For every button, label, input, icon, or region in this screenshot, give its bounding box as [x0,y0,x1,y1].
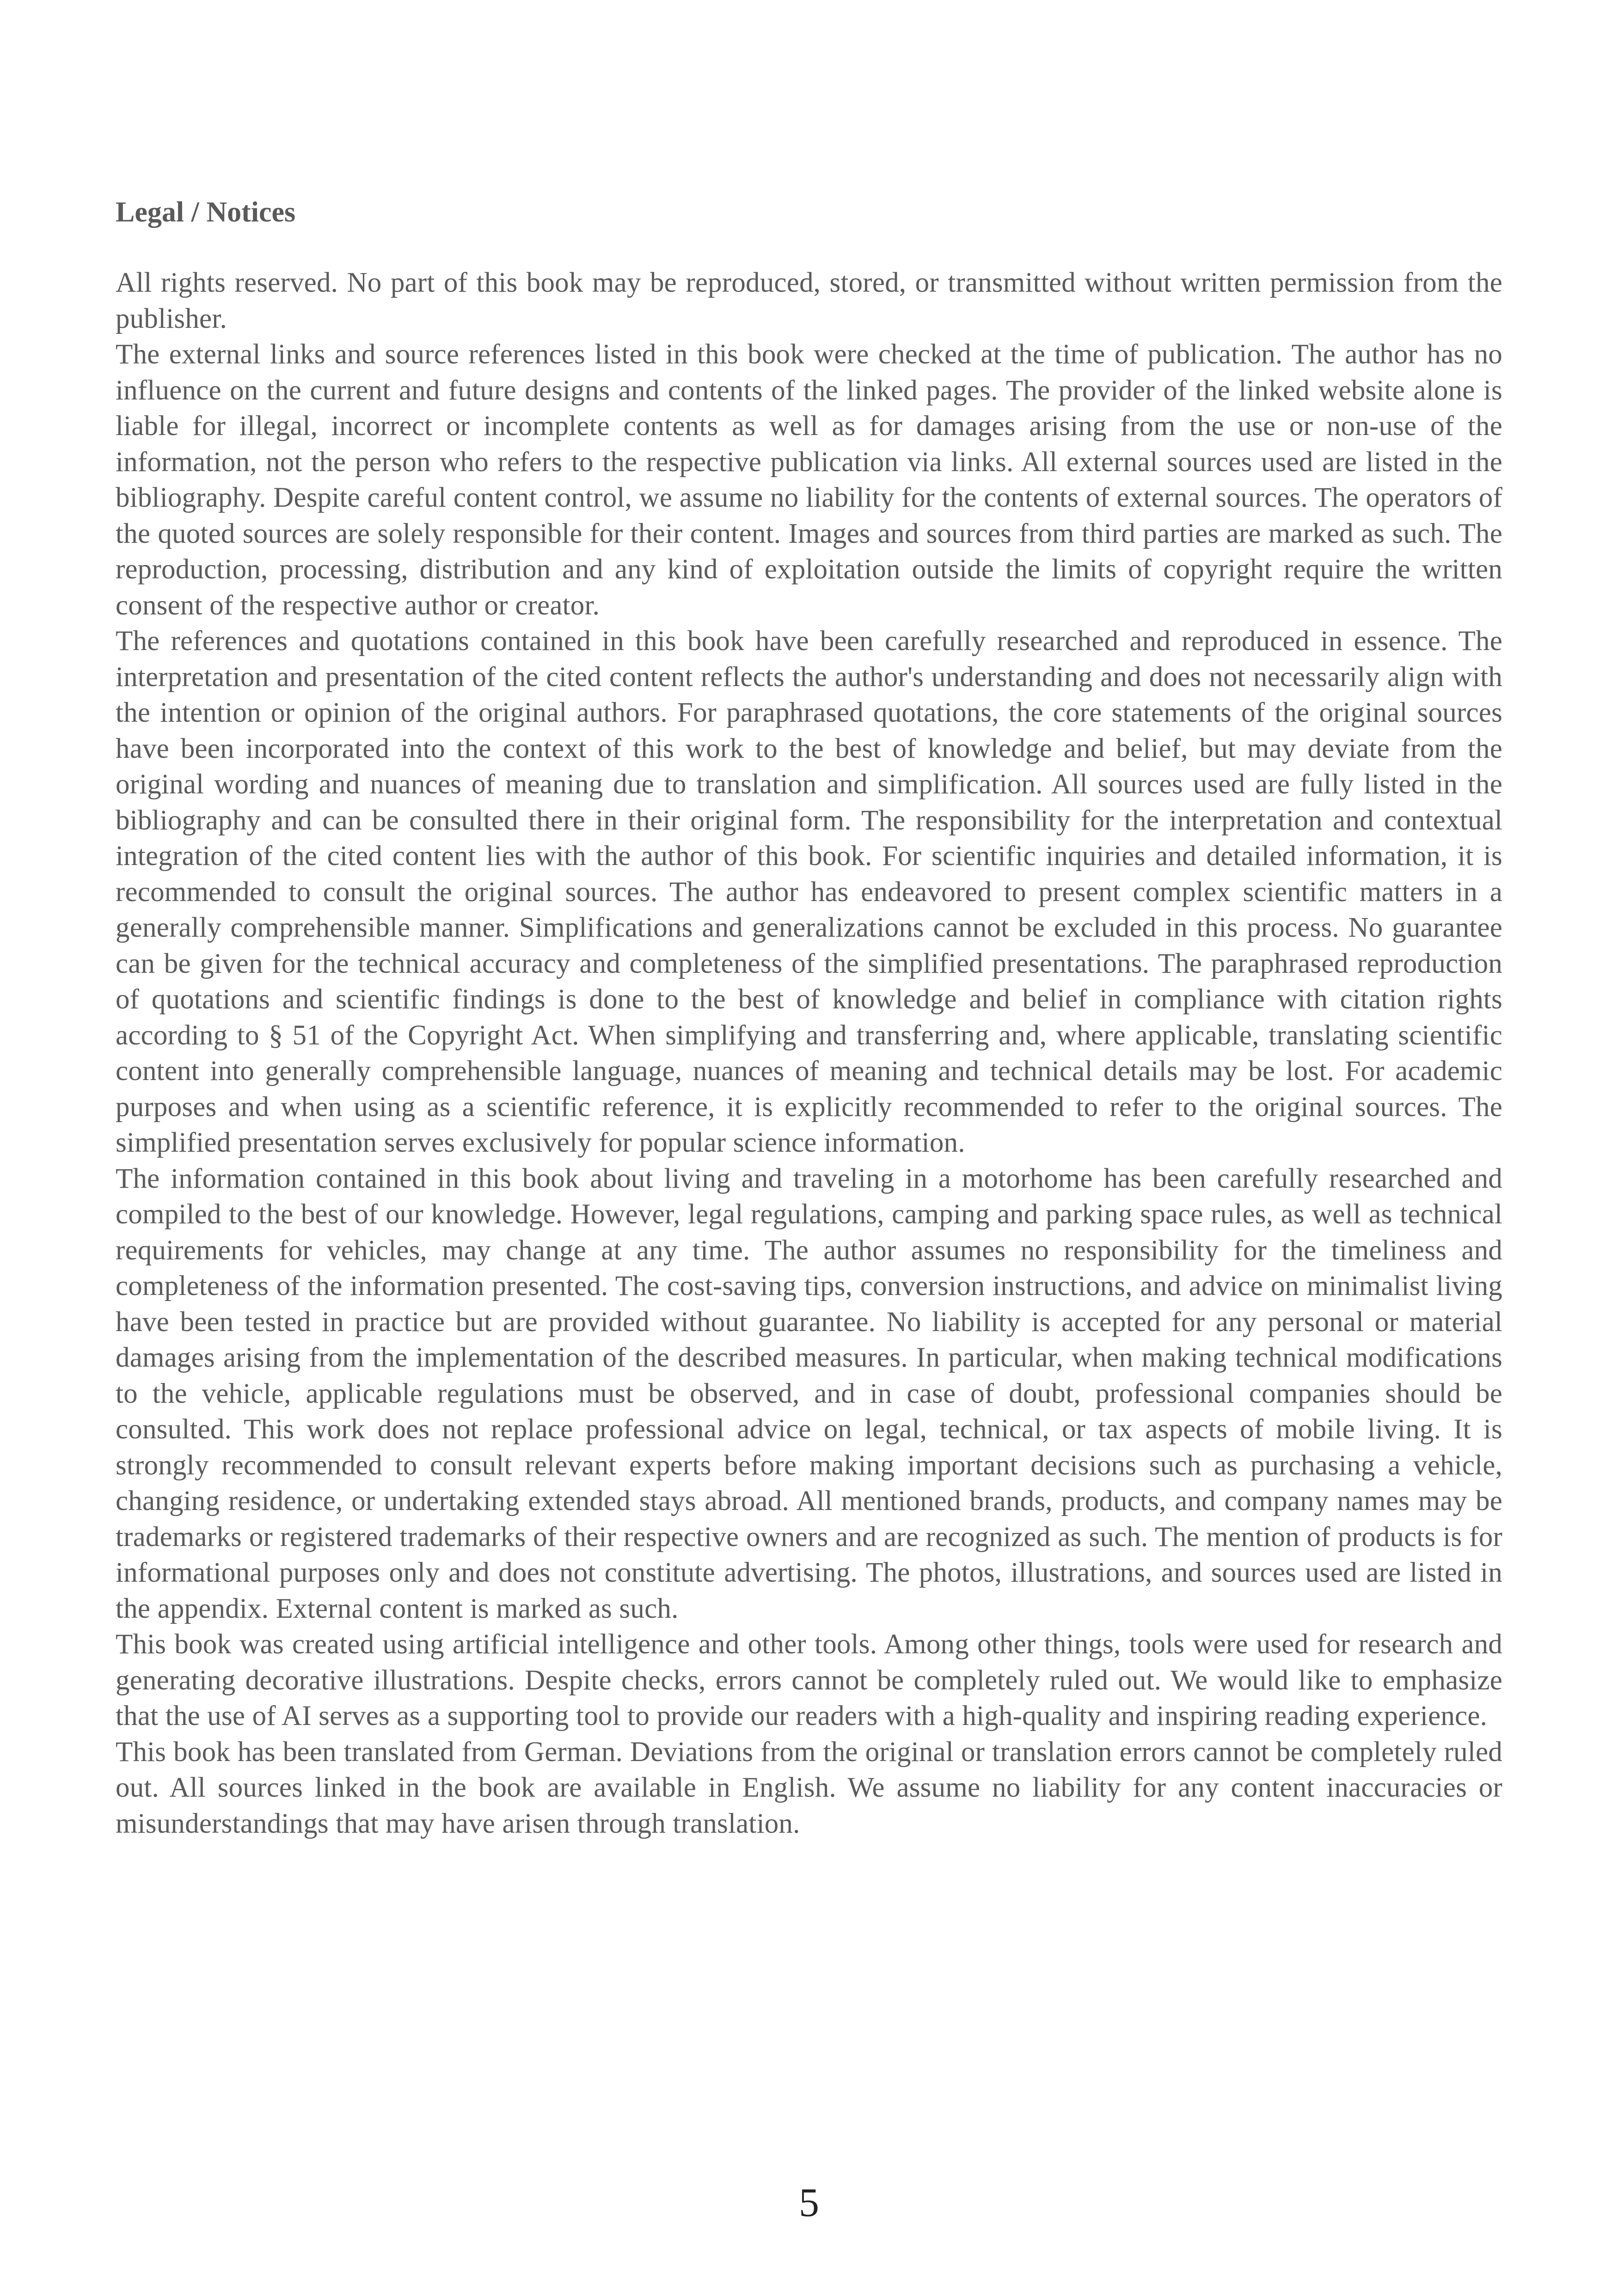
paragraph-artificial-intelligence: This book was created using artificial intelligence and other tools. Among other things, tools were used for research and generating decorative illustrations. Despite checks, errors cannot be completely ruled out. We would like to emphasize that the use of AI serves as a supporting tool to provide our readers with a high-quality and inspiring reading experience. [116,1629,1502,1731]
paragraph-references-quotations: The references and quotations contained in this book have been carefully researched and reproduced in essence. The interpretation and presentation of the cited content reflects the author's understanding and does not necessarily align with the intention or opinion of the original authors. For paraphrased quotations, the core statements of the original sources have been incorporated into the context of this work to the best of knowledge and belief, but may deviate from the original wording and nuances of meaning due to translation and simplification. All sources used are fully listed in the bibliography and can be consulted there in their original form. The responsibility for the interpretation and contextual integration of the cited content lies with the author of this book. For scientific inquiries and detailed information, it is recommended to consult the original sources. The author has endeavored to present complex scientific matters in a generally comprehensible manner. Simplifications and generalizations cannot be excluded in this process. No guarantee can be given for the technical accuracy and completeness of the simplified presentations. The paraphrased reproduction of quotations and scientific findings is done to the best of knowledge and belief in compliance with citation rights according to § 51 of the Copyright Act. When simplifying and transferring and, where applicable, translating scientific content into generally comprehensible language, nuances of meaning and technical details may be lost. For academic purposes and when using as a scientific reference, it is explicitly recommended to refer to the original sources. The simplified presentation serves exclusively for popular science information. [116,626,1502,1158]
page-content [116,194,1502,1842]
page-heading: Legal / Notices [116,196,296,228]
paragraph-rights: All rights reserved. No part of this book may be reproduced, stored, or transmitted without written permission from the publisher. [116,267,1502,334]
paragraph-motorhome-information: The information contained in this book about living and traveling in a motorhome has been carefully researched and compiled to the best of our knowledge. However, legal regulations, camping and parking space rules, as well as technical requirements for vehicles, may change at any time. The author assumes no responsibility for the timeliness and completeness of the information presented. The cost-saving tips, conversion instructions, and advice on minimalist living have been tested in practice but are provided without guarantee. No liability is accepted for any personal or material damages arising from the implementation of the described measures. In particular, when making technical modifications to the vehicle, applicable regulations must be observed, and in case of doubt, professional companies should be consulted. This work does not replace professional advice on legal, technical, or tax aspects of mobile living. It is strongly recommended to consult relevant experts before making important decisions such as purchasing a vehicle, changing residence, or undertaking extended stays abroad. All mentioned brands, products, and company names may be trademarks or registered trademarks of their respective owners and are recognized as such. The mention of products is for informational purposes only and does not constitute advertising. The photos, illustrations, and sources used are listed in the appendix. External content is marked as such. [116,1163,1502,1624]
page-number: 5 [799,2180,819,2225]
paragraph-translation: This book has been translated from German. Deviations from the original or translation errors cannot be completely ruled out. All sources linked in the book are available in English. We assume no liability for any content inaccuracies or misunderstandings that may have arisen through translation. [116,1736,1502,1839]
paragraph-external-links: The external links and source references listed in this book were checked at the time of publication. The author has no influence on the current and future designs and contents of the linked pages. The provider of the linked website alone is liable for illegal, incorrect or incomplete contents as well as for damages arising from the use or non-use of the information, not the person who refers to the respective publication via links. All external sources used are listed in the bibliography. Despite careful content control, we assume no liability for the contents of external sources. The operators of the quoted sources are solely responsible for their content. Images and sources from third parties are marked as such. The reproduction, processing, distribution and any kind of exploitation outside the limits of copyright require the written consent of the respective author or creator. [116,339,1502,621]
